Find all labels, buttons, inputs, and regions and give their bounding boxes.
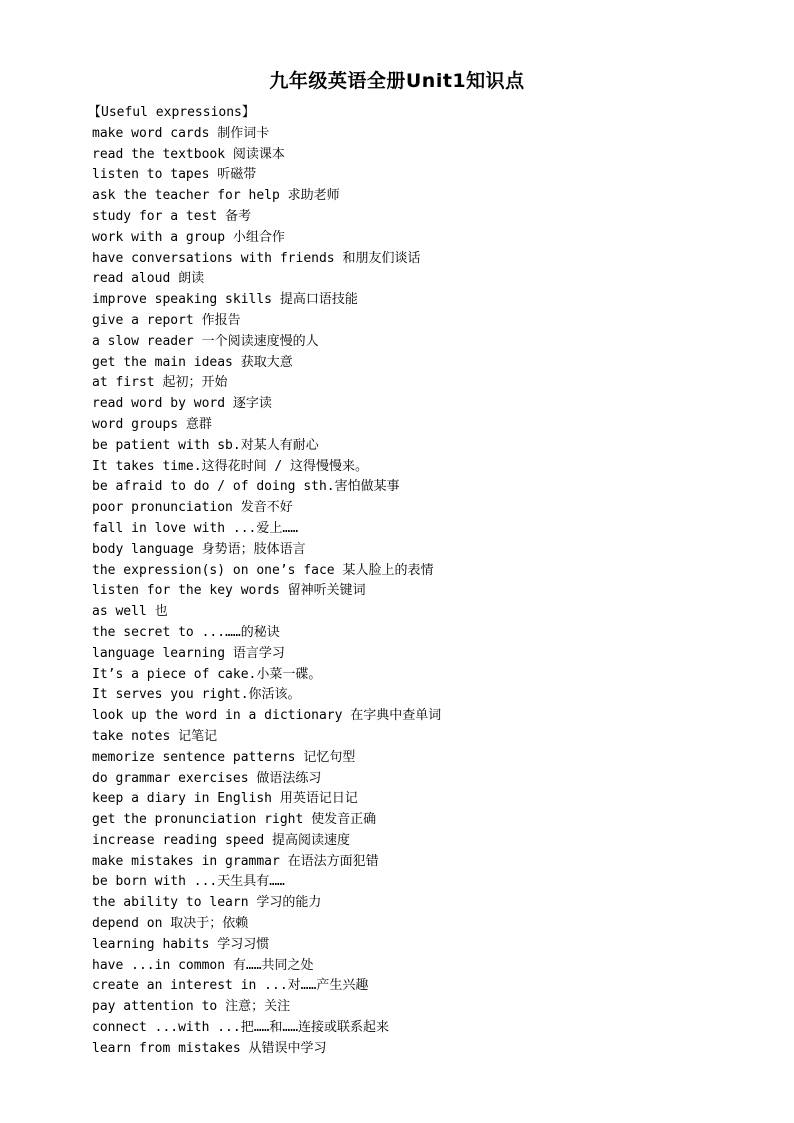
- expression-english: be patient with sb.: [92, 437, 241, 453]
- expression-separator: [303, 812, 311, 827]
- expression-separator: [225, 646, 233, 661]
- list-item: [92, 872, 752, 893]
- list-item: [92, 727, 752, 748]
- expression-english: It’s a piece of cake.: [92, 666, 257, 682]
- expression-chinese: 某人脸上的表情: [342, 562, 434, 578]
- expression-english: ask the teacher for help: [92, 188, 280, 204]
- expression-chinese: 阅读课本: [232, 146, 285, 162]
- expression-chinese: 逐字读: [232, 396, 272, 412]
- list-item: [92, 145, 752, 166]
- expression-chinese: 小组合作: [232, 229, 285, 245]
- expression-english: get the pronunciation right: [92, 812, 304, 828]
- list-item: [92, 290, 752, 311]
- expression-separator: [225, 230, 233, 245]
- expression-chinese: 把……和……连接或联系起来: [240, 1020, 390, 1036]
- expression-separator: [194, 334, 202, 349]
- expression-english: memorize sentence patterns: [92, 749, 296, 765]
- list-item: [92, 956, 752, 977]
- expression-chinese: 意群: [185, 416, 212, 432]
- expression-chinese: 学习习惯: [217, 936, 270, 952]
- expression-chinese: 对……产生兴趣: [287, 978, 369, 994]
- list-item: [92, 935, 752, 956]
- expression-chinese: 注意；关注: [225, 999, 291, 1015]
- expression-separator: [280, 854, 288, 869]
- list-item: [92, 644, 752, 665]
- list-item: [92, 540, 752, 561]
- expression-english: at first: [92, 375, 155, 391]
- page-title: 九年级英语全册Unit1知识点: [269, 70, 525, 92]
- expression-english: word groups: [92, 416, 179, 432]
- expression-chinese: 起初；开始: [162, 375, 228, 391]
- expression-separator: [225, 958, 233, 973]
- expression-chinese: 记笔记: [178, 728, 218, 744]
- list-item: [92, 748, 752, 769]
- document-body: [88, 103, 752, 1060]
- list-item: [92, 706, 752, 727]
- expression-english: increase reading speed: [92, 832, 265, 848]
- expression-english: a slow reader: [92, 333, 194, 349]
- expression-english: It takes time.: [92, 458, 202, 474]
- expression-chinese: 小菜一碟。: [256, 666, 322, 682]
- expression-english: poor pronunciation: [92, 500, 233, 516]
- expression-english: language learning: [92, 645, 226, 661]
- list-item: [92, 893, 752, 914]
- list-item: [92, 373, 752, 394]
- expression-chinese: 你活该。: [248, 687, 301, 703]
- expression-english: the secret to ...: [92, 624, 226, 640]
- expression-chinese: 在语法方面犯错: [287, 853, 379, 869]
- expression-separator: [233, 355, 241, 370]
- expression-english: have ...in common: [92, 957, 226, 973]
- expression-separator: [280, 188, 288, 203]
- expression-separator: [225, 396, 233, 411]
- expression-english: look up the word in a dictionary: [92, 708, 343, 724]
- expression-separator: [217, 209, 225, 224]
- list-item: [92, 769, 752, 790]
- list-item: [92, 561, 752, 582]
- expression-english: get the main ideas: [92, 354, 233, 370]
- expression-english: connect ...with ...: [92, 1020, 241, 1036]
- list-item: [92, 249, 752, 270]
- expression-chinese: 语言学习: [232, 645, 285, 661]
- expression-separator: [272, 292, 280, 307]
- expression-english: read word by word: [92, 396, 226, 412]
- expression-english: fall in love with ...: [92, 520, 257, 536]
- expression-chinese: 作报告: [201, 312, 241, 328]
- expression-english: take notes: [92, 728, 171, 744]
- list-item: [92, 789, 752, 810]
- list-item: [92, 914, 752, 935]
- expression-chinese: 学习的能力: [256, 895, 322, 911]
- list-item: [92, 581, 752, 602]
- expression-english: the expression(s) on one’s face: [92, 562, 335, 578]
- expression-english: be afraid to do / of doing sth.: [92, 479, 335, 495]
- list-item: [92, 997, 752, 1018]
- list-item: [92, 519, 752, 540]
- expression-english: It serves you right.: [92, 687, 249, 703]
- expression-chinese: 提高阅读速度: [272, 832, 351, 848]
- expression-english: pay attention to: [92, 999, 218, 1015]
- expression-english: be born with ...: [92, 874, 218, 890]
- expression-separator: [178, 417, 186, 432]
- expression-english: give a report: [92, 312, 194, 328]
- list-item: [92, 976, 752, 997]
- expression-chinese: 也: [154, 604, 168, 620]
- list-item: [92, 207, 752, 228]
- list-item: [92, 228, 752, 249]
- expression-chinese: 从错误中学习: [248, 1040, 327, 1056]
- expression-chinese: 一个阅读速度慢的人: [201, 333, 319, 349]
- list-item: [92, 311, 752, 332]
- expression-chinese: 在字典中查单词: [350, 708, 442, 724]
- expression-english: read aloud: [92, 271, 171, 287]
- expression-english: learning habits: [92, 936, 210, 952]
- expression-chinese: 求助老师: [287, 188, 340, 204]
- expression-chinese: 制作词卡: [217, 125, 270, 141]
- expression-english: make word cards: [92, 125, 210, 141]
- expression-separator: [170, 271, 178, 286]
- list-item: [92, 831, 752, 852]
- list-item: [92, 623, 752, 644]
- list-item: [92, 353, 752, 374]
- expression-chinese: 提高口语技能: [279, 292, 358, 308]
- list-item: [92, 436, 752, 457]
- expression-chinese: 天生具有……: [217, 874, 285, 890]
- expression-chinese: 记忆句型: [303, 749, 356, 765]
- expression-english: work with a group: [92, 229, 226, 245]
- expression-chinese: 留神听关键词: [287, 583, 366, 599]
- list-item: [92, 1018, 752, 1039]
- expression-separator: [280, 583, 288, 598]
- expression-chinese: 听磁带: [217, 167, 257, 183]
- list-item: [92, 124, 752, 145]
- expression-english: study for a test: [92, 208, 218, 224]
- expression-chinese: 使发音正确: [311, 812, 377, 828]
- expression-separator: [264, 833, 272, 848]
- expression-separator: [233, 500, 241, 515]
- expression-separator: [147, 604, 155, 619]
- expression-english: as well: [92, 604, 147, 620]
- expression-english: improve speaking skills: [92, 292, 273, 308]
- expression-separator: [241, 1041, 249, 1056]
- list-item: [92, 477, 752, 498]
- expression-chinese: 身势语；肢体语言: [201, 541, 306, 557]
- expression-english: have conversations with friends: [92, 250, 335, 266]
- expression-chinese: 对某人有耐心: [240, 437, 319, 453]
- expression-english: learn from mistakes: [92, 1040, 241, 1056]
- list-item: [92, 665, 752, 686]
- expression-chinese: 发音不好: [240, 500, 293, 516]
- expression-chinese: 备考: [225, 208, 252, 224]
- list-item: [92, 332, 752, 353]
- expression-chinese: 爱上……: [256, 520, 299, 536]
- expression-english: keep a diary in English: [92, 791, 273, 807]
- list-item: [92, 852, 752, 873]
- expression-chinese: 和朋友们谈话: [342, 250, 421, 266]
- expression-chinese: 这得花时间 / 这得慢慢来。: [201, 458, 369, 474]
- expression-chinese: 取决于；依赖: [170, 916, 249, 932]
- list-item: [92, 186, 752, 207]
- expression-chinese: 获取大意: [240, 354, 293, 370]
- section-header: 【Useful expressions】: [88, 105, 255, 120]
- expression-separator: [225, 147, 233, 162]
- list-item: [92, 1039, 752, 1060]
- list-item: [92, 810, 752, 831]
- expression-chinese: ……的秘诀: [225, 624, 280, 640]
- expression-chinese: 用英语记日记: [279, 791, 358, 807]
- expression-english: depend on: [92, 916, 163, 932]
- expression-separator: [194, 313, 202, 328]
- expression-chinese: 做语法练习: [256, 770, 322, 786]
- list-item: [92, 685, 752, 706]
- list-item: [92, 165, 752, 186]
- expression-list: [92, 124, 752, 1060]
- expression-english: listen for the key words: [92, 583, 280, 599]
- expression-chinese: 有……共同之处: [232, 957, 314, 973]
- list-item: [92, 602, 752, 623]
- list-item: [92, 269, 752, 290]
- expression-english: create an interest in ...: [92, 978, 288, 994]
- expression-separator: [194, 542, 202, 557]
- expression-separator: [272, 791, 280, 806]
- expression-chinese: 害怕做某事: [334, 479, 400, 495]
- list-item: [92, 498, 752, 519]
- expression-english: do grammar exercises: [92, 770, 249, 786]
- expression-english: listen to tapes: [92, 167, 210, 183]
- expression-english: make mistakes in grammar: [92, 853, 280, 869]
- expression-english: the ability to learn: [92, 895, 249, 911]
- list-item: [92, 415, 752, 436]
- expression-separator: [217, 999, 225, 1014]
- list-item: [92, 394, 752, 415]
- expression-chinese: 朗读: [178, 271, 205, 287]
- expression-english: body language: [92, 541, 194, 557]
- list-item: [92, 457, 752, 478]
- expression-separator: [170, 729, 178, 744]
- expression-english: read the textbook: [92, 146, 226, 162]
